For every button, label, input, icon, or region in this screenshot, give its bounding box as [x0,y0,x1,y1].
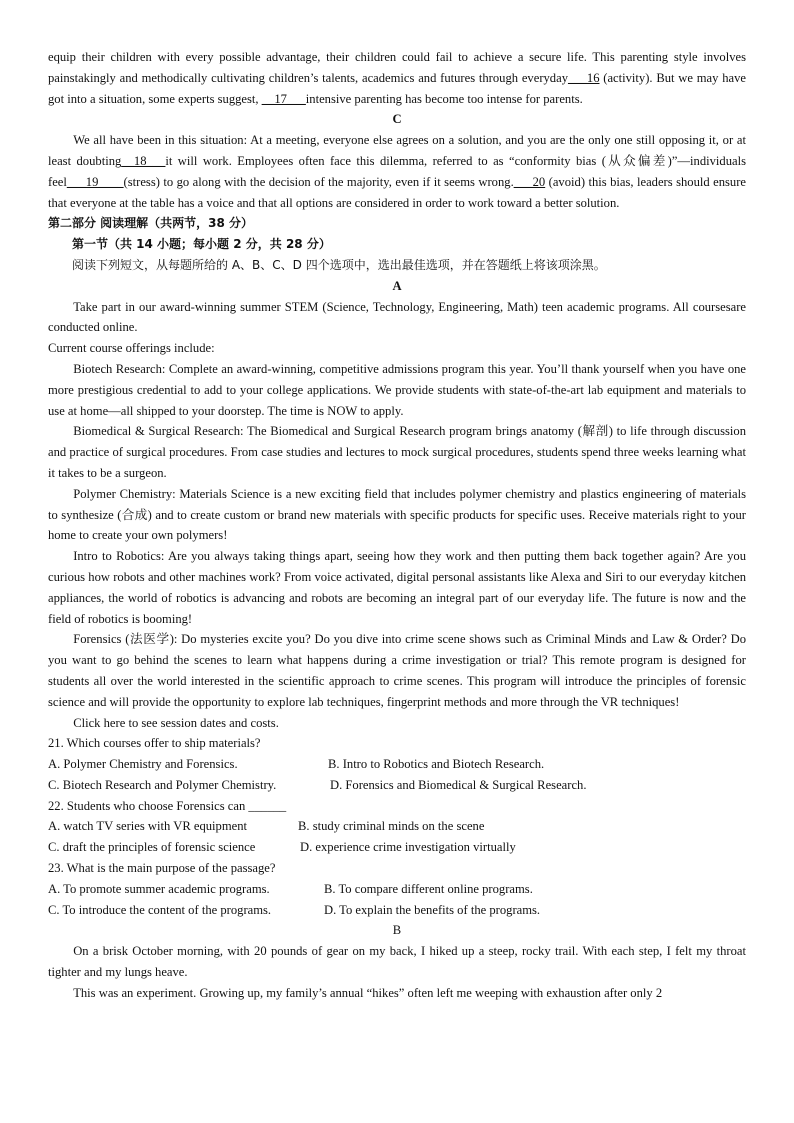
section-c-heading: C [392,112,402,127]
passage-b-p1: On a brisk October morning, with 20 pounds of gear on my back, I hiked up a steep, rocky trail. With each step, I felt my throat tighter and my lungs heave. [48,944,746,980]
question-22: 22. Students who choose Forensics can ______ [48,798,287,813]
q23-options-row1 [48,879,746,900]
option-21d: D. Forensics and Biomedical & Surgical Research. [330,777,587,792]
option-21c: C. Biotech Research and Polymer Chemistry. [48,777,277,792]
option-23b: B. To compare different online programs. [324,881,533,896]
passage-a-heading: A [392,278,402,293]
blank-17: __17___ [261,91,306,106]
exam-page [48,47,746,1004]
text-segment: (avoid) this bias, leaders should ensure that everyone at the table has a voice and that all options are considered in order to work toward a better solution. [48,174,746,210]
option-22b: B. study criminal minds on the scene [298,819,485,834]
option-23a: A. To promote summer academic programs. [48,881,270,896]
option-23d: D. To explain the benefits of the programs. [324,902,541,917]
option-21b: B. Intro to Robotics and Biotech Research. [328,757,545,772]
section-one-title: 第一节（共 14 小题；每小题 2 分，共 28 分） [72,237,331,252]
option-21a: A. Polymer Chemistry and Forensics. [48,757,238,772]
course-biotech: Biotech Research: Complete an award-winning, competitive admissions program this year. You’ll thank yourself when you have one more prestigious credential to add to your college applications. We provide students with state-of-the-art lab equipment and materials to use at home—all shipped to your doorstep. The time is NOW to apply. [48,361,746,418]
passage-a-intro: Take part in our award-winning summer STEM (Science, Technology, Engineering, Math) teen academic programs. All coursesare conducted online. [48,299,746,335]
reading-instruction: 阅读下列短文，从每题所给的 A、B、C、D 四个选项中，选出最佳选项，并在答题纸上将该项涂黑。 [72,257,606,272]
question-23: 23. What is the main purpose of the passage? [48,861,276,876]
text-segment: (stress) to go along with the decision of the majority, even if it seems wrong. [123,174,514,189]
passage-b-p2: This was an experiment. Growing up, my family’s annual “hikes” often left me weeping with exhaustion after only 2 [73,985,663,1000]
course-forensics: Forensics (法医学): Do mysteries excite you? Do you dive into crime scene shows such as Criminal Minds and Law & Order? Do you want to go behind the scenes to learn what happens during a crime investigation or trial? This remote program is designed for students all over the world interested in the scientific approach to crime scenes. This program will introduce the principles of forensic science and will provide the opportunity to explore lab techniques, fingerprint methods and more through the VR techniques! [48,632,746,709]
blank-19: ___19____ [66,174,124,189]
blank-20: ___20 [513,174,546,189]
option-22a: A. watch TV series with VR equipment [48,819,248,834]
q21-options-row2 [48,775,746,796]
q23-options-row2 [48,900,746,921]
passage-c [48,130,746,213]
text-segment: (activity). But we may have got into a situation, some experts suggest, [48,70,746,106]
passage-a-current: Current course offerings include: [48,341,215,356]
text-segment: equip their children with every possible advantage, their children could fail to achieve a secure life. This parenting style involves painstakingly and methodically cultivating children’s talents, academics and futures through everyday [48,50,746,85]
blank-16: ___16 [568,70,600,85]
text-segment: We all have been in this situation: At a meeting, everyone else agrees on a solution, and you are the only one still opposing it, or at least doubting [48,133,746,168]
text-segment: it will work. Employees often face this dilemma, referred to as “conformity bias (从众偏差)”—individuals feel [48,153,747,189]
course-biomedical: Biomedical & Surgical Research: The Biomedical and Surgical Research program brings anatomy (解剖) to life through discussion and practice of surgical procedures. From case studies and lectures to mock surgical procedures, students spend three weeks learning what it takes to be a surgeon. [48,424,746,480]
question-21: 21. Which courses offer to ship materials? [48,736,261,751]
text-segment: intensive parenting has become too intense for parents. [305,91,583,106]
blank-18: __18___ [121,153,166,168]
part-two-title: 第二部分 阅读理解（共两节，38 分） [48,216,254,231]
course-robotics: Intro to Robotics: Are you always taking things apart, seeing how they work and then putting them back together again? Are you curious how robots and other machines work? From voice activated, digital personal assistants like Alexa and Siri to our everyday kitchen appliances, the world of robotics is advancing and robots are becoming an integral part of our everyday life. The future is now and the field of robotics is booming! [48,549,746,626]
passage-b-continuation [48,47,746,109]
q21-options-row1 [48,754,746,775]
click-here-link[interactable]: Click here to see session dates and costs. [73,715,279,730]
option-22c: C. draft the principles of forensic science [48,840,256,855]
option-22d: D. experience crime investigation virtually [300,840,516,855]
q22-options-row2 [48,837,746,858]
q22-options-row1 [48,816,746,837]
option-23c: C. To introduce the content of the programs. [48,902,272,917]
course-polymer: Polymer Chemistry: Materials Science is a new exciting field that includes polymer chemistry and plastics engineering of materials to synthesize (合成) and to create custom or brand new materials with specific products for specific uses. Receive materials right to your home to create your own polymers! [48,486,746,543]
passage-b-heading: B [392,923,402,938]
